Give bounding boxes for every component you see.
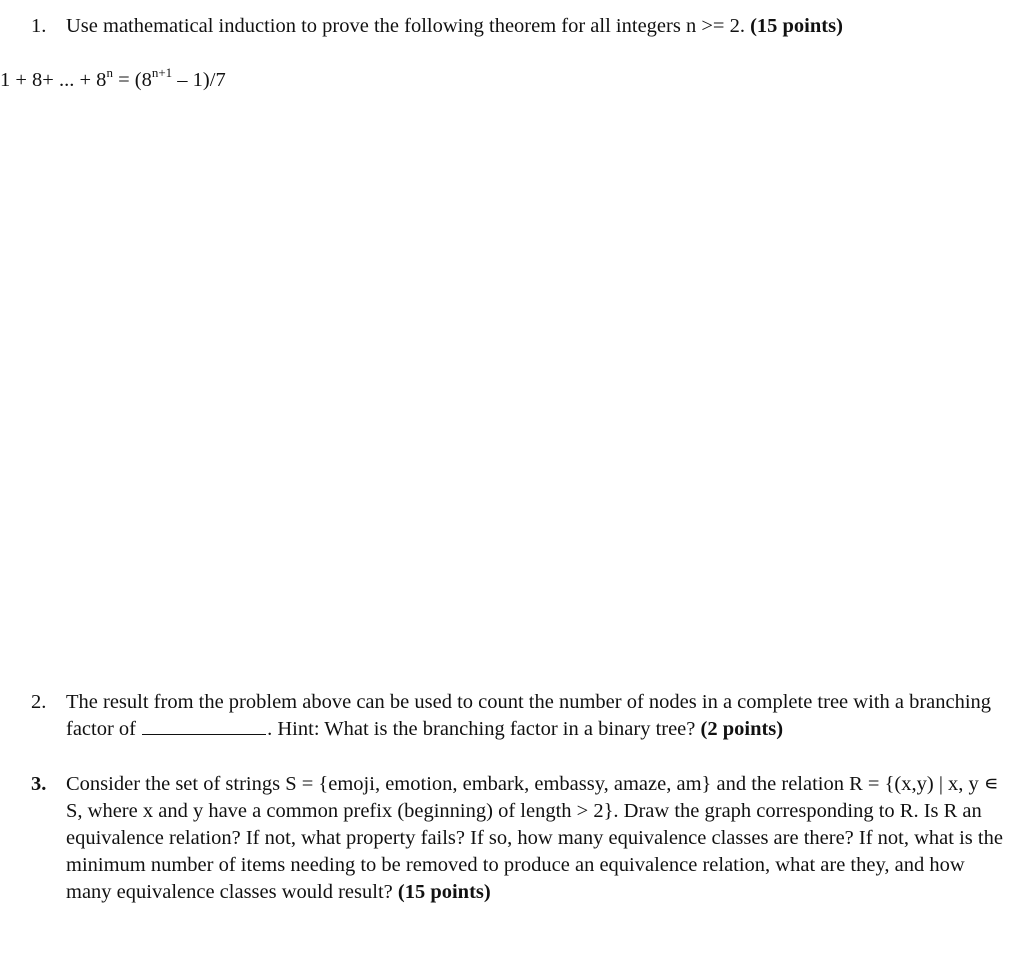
question-3-prompt: Consider the set of strings S = {emoji, emotion, embark, embassy, amaze, am} and the relation R = {(x,y) | x, y ∊ S, where x and y have a common prefix (beginning) of length > 2}. Draw the graph corresponding to R. Is R an equivalence relation? If not, what property fails? If so, how many equivalence classes are there? If not, what is the minimum number of items needing to be removed to produce an equivalence relation, what are they, and how many equivalence classes would result? (66, 773, 1003, 903)
question-1-text (66, 13, 1006, 40)
question-2-points: (2 points) (700, 718, 784, 740)
question-2-number: 2. (31, 691, 47, 713)
question-1-prompt: Use mathematical induction to prove the following theorem for all integers n >= 2. (66, 15, 751, 37)
question-3-points: (15 points) (397, 881, 491, 903)
question-3-number: 3. (31, 773, 47, 795)
formula-exponent-n-plus-1: n+1 (151, 65, 173, 81)
formula-exponent-n: n (106, 65, 113, 81)
question-2-text (66, 689, 1011, 743)
formula-right: – 1)/7 (172, 69, 226, 91)
question-1-number: 1. (31, 15, 47, 37)
question-2-prompt-before-blank: The result from the problem above can be used to count the number of nodes in a complete tree with a branching factor of (66, 691, 992, 740)
question-3-text (66, 771, 1011, 906)
formula-middle: = (8 (112, 69, 152, 91)
question-2-prompt-after-blank: . Hint: What is the branching factor in a binary tree? (267, 718, 701, 740)
formula-left: 1 + 8+ ... + 8 (0, 69, 107, 91)
answer-blank (142, 716, 266, 735)
question-1-points: (15 points) (750, 15, 843, 37)
question-1-formula (0, 67, 226, 94)
